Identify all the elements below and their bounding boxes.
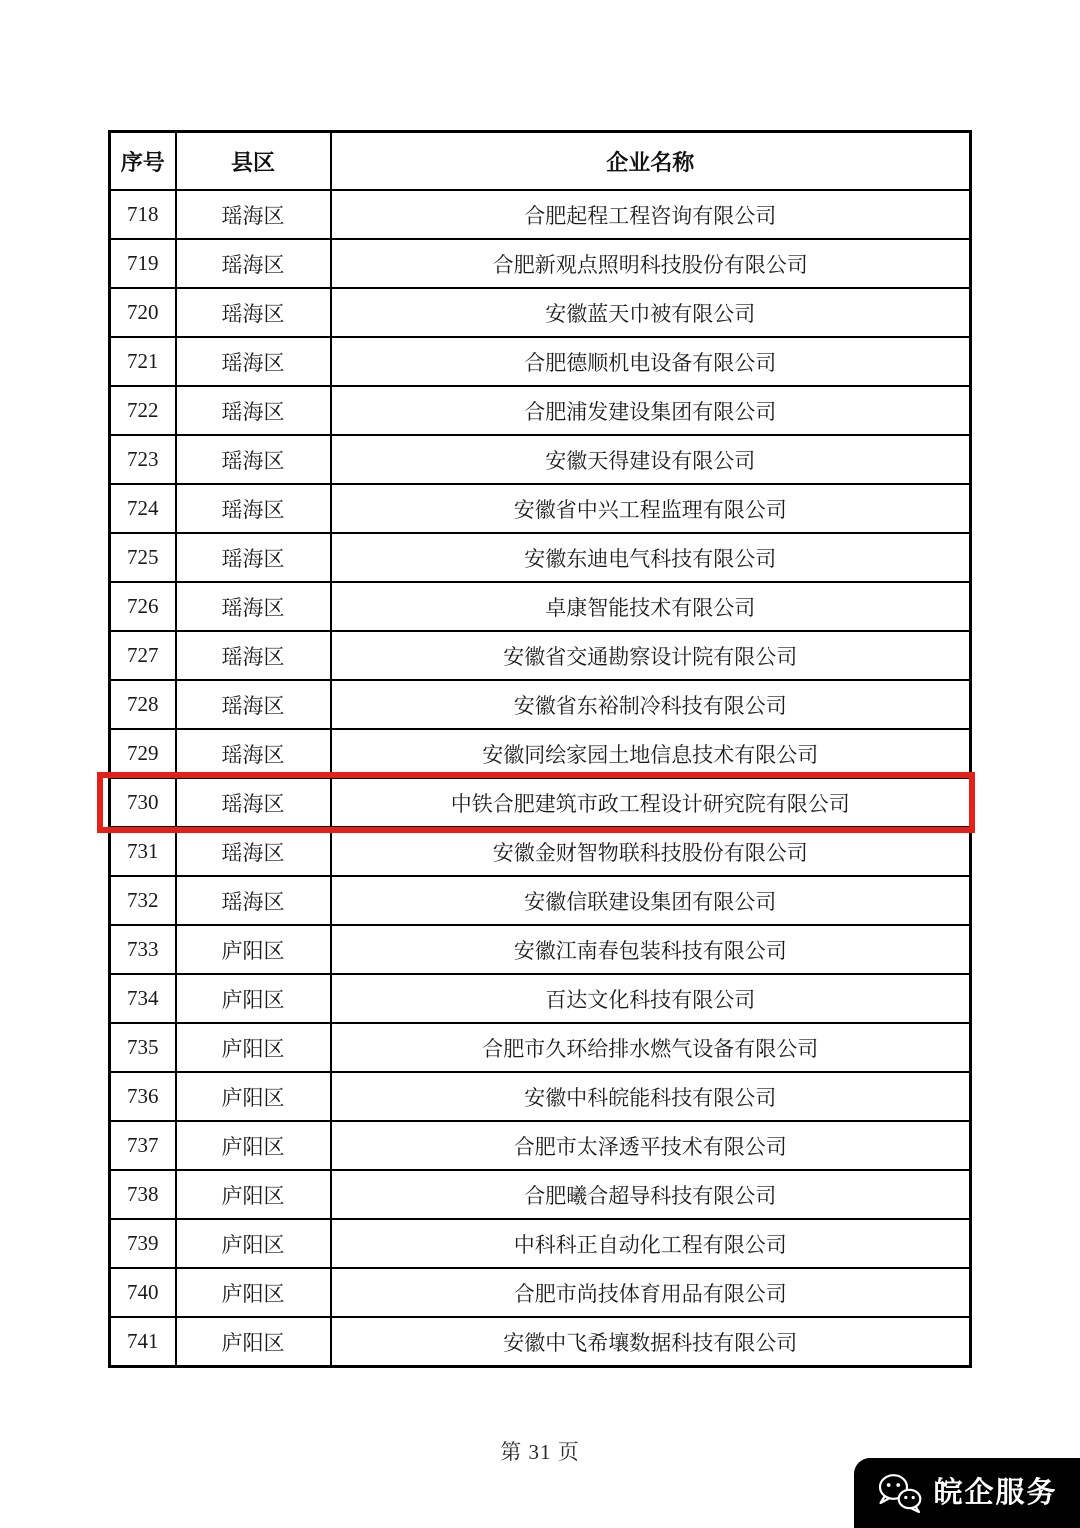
serial-number-cell: 733 xyxy=(110,925,176,974)
company-name-cell: 安徽省东裕制冷科技有限公司 xyxy=(331,680,971,729)
company-name-cell: 中铁合肥建筑市政工程设计研究院有限公司 xyxy=(331,778,971,827)
header-district: 县区 xyxy=(176,132,331,191)
company-table xyxy=(108,130,972,1368)
district-cell: 瑶海区 xyxy=(176,533,331,582)
serial-number-cell: 722 xyxy=(110,386,176,435)
district-cell: 瑶海区 xyxy=(176,680,331,729)
table-header-row xyxy=(110,132,971,191)
serial-number-cell: 732 xyxy=(110,876,176,925)
serial-number-cell: 728 xyxy=(110,680,176,729)
header-company-name: 企业名称 xyxy=(331,132,971,191)
table-row xyxy=(110,386,971,435)
serial-number-cell: 739 xyxy=(110,1219,176,1268)
table-row xyxy=(110,925,971,974)
table-row xyxy=(110,1072,971,1121)
company-name-cell: 安徽天得建设有限公司 xyxy=(331,435,971,484)
serial-number-cell: 738 xyxy=(110,1170,176,1219)
table-row xyxy=(110,533,971,582)
company-name-cell: 安徽省中兴工程监理有限公司 xyxy=(331,484,971,533)
district-cell: 瑶海区 xyxy=(176,876,331,925)
page-number: 第 31 页 xyxy=(500,1440,580,1464)
district-cell: 瑶海区 xyxy=(176,778,331,827)
company-name-cell: 安徽省交通勘察设计院有限公司 xyxy=(331,631,971,680)
table-row xyxy=(110,288,971,337)
district-cell: 庐阳区 xyxy=(176,1072,331,1121)
table-row xyxy=(110,190,971,239)
table-row xyxy=(110,1170,971,1219)
table-row xyxy=(110,1023,971,1072)
company-name-cell: 合肥新观点照明科技股份有限公司 xyxy=(331,239,971,288)
serial-number-cell: 721 xyxy=(110,337,176,386)
district-cell: 瑶海区 xyxy=(176,386,331,435)
district-cell: 瑶海区 xyxy=(176,190,331,239)
table-row xyxy=(110,1219,971,1268)
serial-number-cell: 734 xyxy=(110,974,176,1023)
serial-number-cell: 730 xyxy=(110,778,176,827)
serial-number-cell: 741 xyxy=(110,1317,176,1367)
brand-watermark xyxy=(854,1458,1080,1528)
serial-number-cell: 731 xyxy=(110,827,176,876)
company-name-cell: 卓康智能技术有限公司 xyxy=(331,582,971,631)
company-name-cell: 安徽同绘家园土地信息技术有限公司 xyxy=(331,729,971,778)
company-name-cell: 安徽中飞希壤数据科技有限公司 xyxy=(331,1317,971,1367)
company-name-cell: 合肥市太泽透平技术有限公司 xyxy=(331,1121,971,1170)
district-cell: 瑶海区 xyxy=(176,288,331,337)
serial-number-cell: 718 xyxy=(110,190,176,239)
table-row xyxy=(110,631,971,680)
district-cell: 庐阳区 xyxy=(176,1121,331,1170)
serial-number-cell: 740 xyxy=(110,1268,176,1317)
table-row xyxy=(110,484,971,533)
table-row xyxy=(110,435,971,484)
company-name-cell: 合肥市久环给排水燃气设备有限公司 xyxy=(331,1023,971,1072)
table-row xyxy=(110,778,971,827)
district-cell: 庐阳区 xyxy=(176,974,331,1023)
district-cell: 瑶海区 xyxy=(176,484,331,533)
company-name-cell: 合肥曦合超导科技有限公司 xyxy=(331,1170,971,1219)
district-cell: 庐阳区 xyxy=(176,1170,331,1219)
company-name-cell: 合肥市尚技体育用品有限公司 xyxy=(331,1268,971,1317)
company-name-cell: 中科科正自动化工程有限公司 xyxy=(331,1219,971,1268)
company-name-cell: 合肥起程工程咨询有限公司 xyxy=(331,190,971,239)
serial-number-cell: 726 xyxy=(110,582,176,631)
serial-number-cell: 724 xyxy=(110,484,176,533)
serial-number-cell: 737 xyxy=(110,1121,176,1170)
district-cell: 庐阳区 xyxy=(176,1219,331,1268)
company-name-cell: 安徽江南春包装科技有限公司 xyxy=(331,925,971,974)
company-name-cell: 百达文化科技有限公司 xyxy=(331,974,971,1023)
serial-number-cell: 725 xyxy=(110,533,176,582)
district-cell: 庐阳区 xyxy=(176,1268,331,1317)
company-name-cell: 合肥德顺机电设备有限公司 xyxy=(331,337,971,386)
company-name-cell: 安徽金财智物联科技股份有限公司 xyxy=(331,827,971,876)
table-row xyxy=(110,582,971,631)
table-row xyxy=(110,876,971,925)
wechat-icon xyxy=(876,1472,924,1514)
table-row xyxy=(110,1121,971,1170)
table-row xyxy=(110,239,971,288)
table-row xyxy=(110,680,971,729)
company-name-cell: 安徽东迪电气科技有限公司 xyxy=(331,533,971,582)
header-serial-number: 序号 xyxy=(110,132,176,191)
brand-name: 皖企服务 xyxy=(933,1476,1058,1509)
table-container xyxy=(108,130,972,1368)
district-cell: 庐阳区 xyxy=(176,1317,331,1367)
district-cell: 庐阳区 xyxy=(176,925,331,974)
table-row xyxy=(110,1317,971,1367)
table-row xyxy=(110,729,971,778)
company-name-cell: 安徽信联建设集团有限公司 xyxy=(331,876,971,925)
district-cell: 庐阳区 xyxy=(176,1023,331,1072)
serial-number-cell: 735 xyxy=(110,1023,176,1072)
serial-number-cell: 720 xyxy=(110,288,176,337)
serial-number-cell: 729 xyxy=(110,729,176,778)
district-cell: 瑶海区 xyxy=(176,827,331,876)
district-cell: 瑶海区 xyxy=(176,631,331,680)
table-row xyxy=(110,337,971,386)
table-row xyxy=(110,1268,971,1317)
serial-number-cell: 719 xyxy=(110,239,176,288)
district-cell: 瑶海区 xyxy=(176,582,331,631)
district-cell: 瑶海区 xyxy=(176,337,331,386)
table-row xyxy=(110,974,971,1023)
district-cell: 瑶海区 xyxy=(176,239,331,288)
company-name-cell: 合肥浦发建设集团有限公司 xyxy=(331,386,971,435)
district-cell: 瑶海区 xyxy=(176,435,331,484)
serial-number-cell: 736 xyxy=(110,1072,176,1121)
serial-number-cell: 727 xyxy=(110,631,176,680)
company-name-cell: 安徽蓝天巾被有限公司 xyxy=(331,288,971,337)
serial-number-cell: 723 xyxy=(110,435,176,484)
table-row xyxy=(110,827,971,876)
company-name-cell: 安徽中科皖能科技有限公司 xyxy=(331,1072,971,1121)
district-cell: 瑶海区 xyxy=(176,729,331,778)
